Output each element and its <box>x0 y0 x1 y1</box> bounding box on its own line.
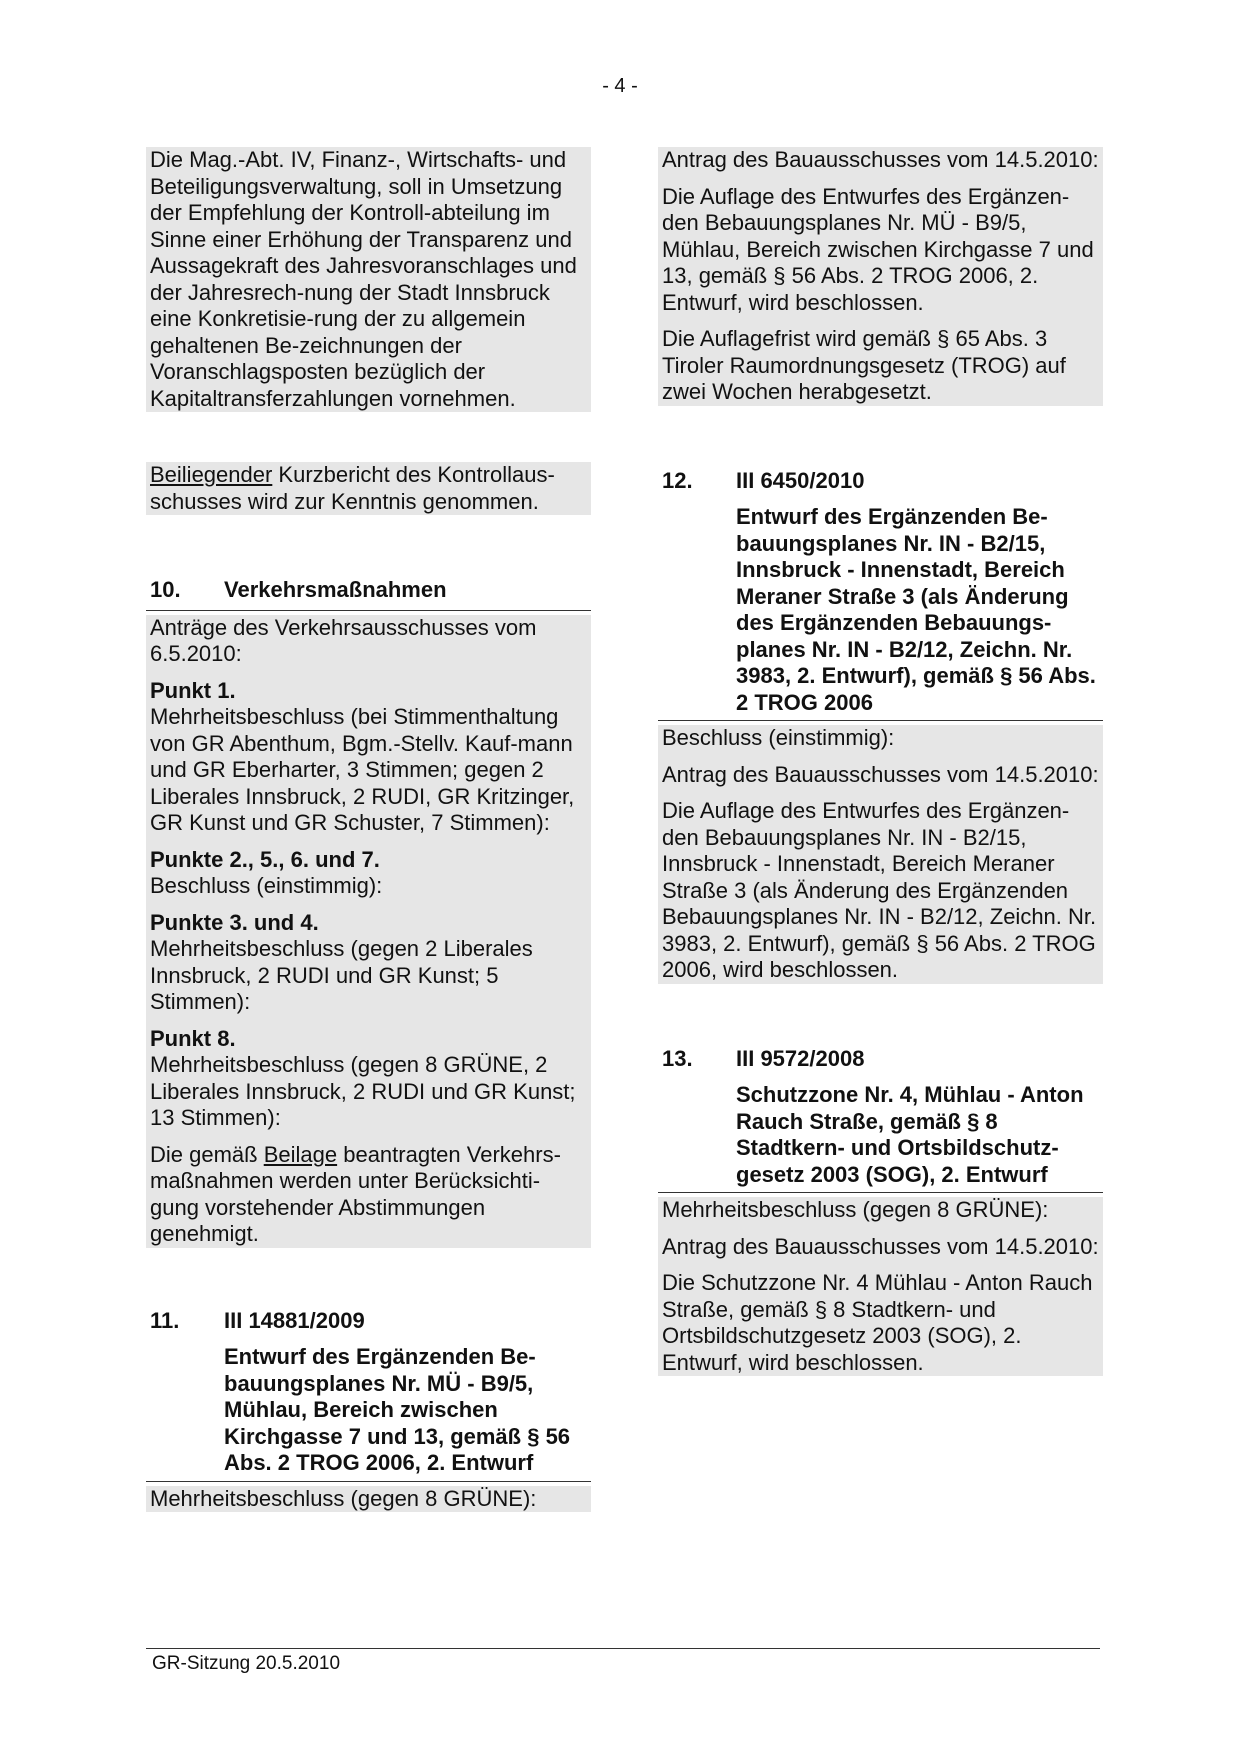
item-11-heading <box>146 1308 591 1335</box>
beilage-link[interactable]: Beilage <box>263 1141 338 1167</box>
item-10 <box>146 577 591 1248</box>
item-11-number: 11. <box>150 1307 180 1333</box>
item-11-intro: Antrag des Bauausschusses vom 14.5.2010: <box>662 147 1099 172</box>
point-1-head: Punkt 1. <box>150 677 236 703</box>
item-13 <box>658 1046 1103 1377</box>
item-13-text: Die Schutzzone Nr. 4 Mühlau - Anton Rauch Straße, gemäß § 8 Stadtkern- und Ortsbildschutzgesetz 2003 (SOG), 2. Entwurf, wird beschlossen. <box>662 1270 1093 1375</box>
footer-divider <box>146 1648 1100 1649</box>
point-4-vote: Mehrheitsbeschluss (gegen 8 GRÜNE, 2 Liberales Innsbruck, 2 RUDI und GR Kunst; 13 Stimmen): <box>150 1052 576 1130</box>
point-2-vote: Beschluss (einstimmig): <box>150 873 383 898</box>
item-13-intro: Antrag des Bauausschusses vom 14.5.2010: <box>662 1233 1099 1259</box>
item-11-continuation <box>658 147 1103 406</box>
item-12-body <box>658 725 1103 984</box>
report-note <box>150 462 587 515</box>
item-11-vote-block <box>146 1486 591 1513</box>
item-13-heading <box>658 1046 1103 1073</box>
item-10-final: Die gemäß Beilage beantragten Verkehrs-maßnahmen werden unter Berücksichti-gung vorstehender Abstimmungen genehmigt. <box>150 1141 561 1246</box>
resolution-text: Die Mag.-Abt. IV, Finanz-, Wirtschafts- und Beteiligungsverwaltung, soll in Umsetzung der Empfehlung der Kontroll-abteilung im Sinne einer Erhöhung der Transparenz und Aussagekraft des Jahresvoranschlages und der Jahresrech-nung der Stadt Innsbruck eine Konkretisie-rung der zu allgemein gehaltenen Be-zeichnungen der Voranschlagsposten bezüglich der Kapitaltransferzahlungen vornehmen. <box>150 147 577 411</box>
item-10-intro: Anträge des Verkehrsausschusses vom 6.5.2010: <box>150 614 537 666</box>
report-note-text: Kurzbericht des Kontrollaus-schusses wird zur Kenntnis genommen. <box>150 462 555 514</box>
item-11 <box>146 1308 591 1513</box>
footer-session: GR-Sitzung 20.5.2010 <box>152 1653 341 1674</box>
item-13-number: 13. <box>662 1045 693 1071</box>
point-2-head: Punkte 2., 5., 6. und 7. <box>150 846 380 872</box>
item-12-heading <box>658 468 1103 495</box>
item-10-body <box>146 615 591 1248</box>
attachment-link[interactable]: Beiliegender <box>150 462 273 487</box>
item-13-vote: Mehrheitsbeschluss (gegen 8 GRÜNE): <box>662 1197 1049 1222</box>
item-12 <box>658 468 1103 984</box>
item-12-number: 12. <box>662 467 693 493</box>
item-13-code: III 9572/2008 <box>736 1045 865 1071</box>
item-12-title: Entwurf des Ergänzenden Be-bauungsplanes Nr. IN - B2/15, Innsbruck - Innenstadt, Bereich Meraner Straße 3 (als Änderung des Ergänzenden Bebauungs-planes Nr. IN - B2/12, Zeichn. Nr. 3983, 2. Entwurf), gemäß § 56 Abs. 2 TROG 2006 <box>658 504 1103 721</box>
point-3-vote: Mehrheitsbeschluss (gegen 2 Liberales Innsbruck, 2 RUDI und GR Kunst; 5 Stimmen): <box>150 936 533 1014</box>
item-12-intro: Antrag des Bauausschusses vom 14.5.2010: <box>662 761 1099 787</box>
item-10-point-3 <box>150 910 587 1016</box>
item-10-number: 10. <box>150 577 181 602</box>
point-4-head: Punkt 8. <box>150 1025 236 1051</box>
item-12-text: Die Auflage des Entwurfes des Ergänzen-den Bebauungsplanes Nr. IN - B2/15, Innsbruck - Innenstadt, Bereich Meraner Straße 3 (als Änderung des Ergänzenden Bebauungsplanes Nr. IN - B2/12, Zeichn. Nr. 3983, 2. Entwurf), gemäß § 56 Abs. 2 TROG 2006, wird beschlossen. <box>662 798 1097 982</box>
item-13-title: Schutzzone Nr. 4, Mühlau - Anton Rauch Straße, gemäß § 8 Stadtkern- und Ortsbildschutz-gesetz 2003 (SOG), 2. Entwurf <box>658 1082 1103 1193</box>
page-number: - 4 - <box>602 75 638 97</box>
item-11-vote: Mehrheitsbeschluss (gegen 8 GRÜNE): <box>150 1485 537 1511</box>
item-11-code: III 14881/2009 <box>224 1307 365 1333</box>
item-10-point-2 <box>150 847 587 900</box>
item-11-text: Die Auflage des Entwurfes des Ergänzen-den Bebauungsplanes Nr. MÜ - B9/5, Mühlau, Bereich zwischen Kirchgasse 7 und 13, gemäß § 56 Abs. 2 TROG 2006, 2. Entwurf, wird beschlossen. <box>662 183 1094 315</box>
item-10-title: Verkehrsmaßnahmen <box>224 577 447 602</box>
item-11-deadline: Die Auflagefrist wird gemäß § 65 Abs. 3 Tiroler Raumordnungsgesetz (TROG) auf zwei Wochen herabgesetzt. <box>662 326 1066 404</box>
item-11-title: Entwurf des Ergänzenden Be-bauungsplanes Nr. MÜ - B9/5, Mühlau, Bereich zwischen Kirchgasse 7 und 13, gemäß § 56 Abs. 2 TROG 2006, 2. Entwurf <box>146 1344 591 1482</box>
point-1-vote: Mehrheitsbeschluss (bei Stimmenthaltung von GR Abenthum, Bgm.-Stellv. Kauf-mann und GR Eberharter, 3 Stimmen; gegen 2 Liberales Innsbruck, 2 RUDI, GR Kritzinger, GR Kunst und GR Schuster, 7 Stimmen): <box>150 704 575 835</box>
left-column <box>146 147 591 1512</box>
item-13-body <box>658 1197 1103 1376</box>
report-note-block <box>146 462 591 515</box>
item-10-point-1 <box>150 678 587 837</box>
point-3-head: Punkte 3. und 4. <box>150 909 319 935</box>
item-12-vote: Beschluss (einstimmig): <box>662 725 895 750</box>
item-12-code: III 6450/2010 <box>736 467 865 493</box>
resolution-text-block <box>146 147 591 412</box>
item-10-point-4 <box>150 1026 587 1132</box>
right-column <box>658 147 1103 1376</box>
item-10-heading <box>146 577 591 611</box>
